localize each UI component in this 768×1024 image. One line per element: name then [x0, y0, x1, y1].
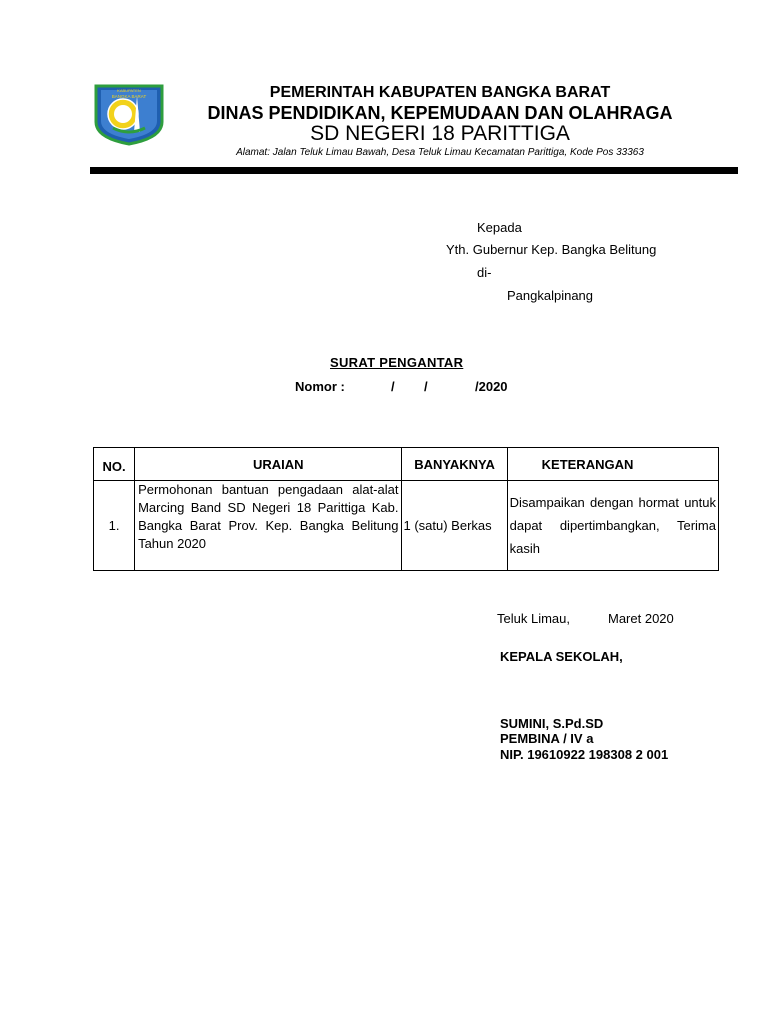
letter-number-slash-1: /	[391, 379, 395, 394]
letter-title: SURAT PENGANTAR	[330, 355, 464, 370]
school-address: Alamat: Jalan Teluk Limau Bawah, Desa Teluk Limau Kecamatan Parittiga, Kode Pos 33363	[236, 147, 644, 158]
row-keterangan: Disampaikan dengan hormat untuk dapat dipertimbangkan, Terima kasih	[507, 481, 718, 571]
recipient-name: Yth. Gubernur Kep. Bangka Belitung	[446, 242, 657, 257]
signatory-rank: PEMBINA / IV a	[500, 731, 594, 746]
regency-logo	[93, 84, 165, 146]
letter-number-slash-2: /	[424, 379, 428, 394]
header-banyaknya: BANYAKNYA	[402, 448, 507, 481]
signature-position: KEPALA SEKOLAH,	[500, 649, 623, 664]
signatory-nip: NIP. 19610922 198308 2 001	[500, 747, 669, 762]
recipient-kepada: Kepada	[477, 220, 522, 235]
header-no: NO.	[94, 448, 135, 481]
recipient-di: di-	[477, 265, 492, 280]
school-name: SD NEGERI 18 PARITTIGA	[310, 122, 570, 145]
header-uraian: URAIAN	[135, 448, 402, 481]
recipient-city: Pangkalpinang	[507, 288, 594, 303]
svg-text:BANGKA BARAT: BANGKA BARAT	[111, 94, 147, 99]
letter-number-year: /2020	[475, 379, 508, 394]
row-uraian: Permohonan bantuan pengadaan alat-alat Marcing Band SD Negeri 18 Parittiga Kab. Bangka Barat Prov. Kep. Bangka Belitung Tahun 2020	[135, 481, 402, 571]
items-table	[93, 447, 719, 571]
signature-place: Teluk Limau,	[497, 611, 570, 626]
table-row	[94, 481, 719, 571]
letterhead-divider	[90, 167, 738, 174]
signature-date: Maret 2020	[608, 611, 674, 626]
government-name: PEMERINTAH KABUPATEN BANGKA BARAT	[269, 84, 611, 101]
header-keterangan: KETERANGAN	[507, 448, 718, 481]
signatory-name: SUMINI, S.Pd.SD	[500, 716, 604, 731]
table-header-row	[94, 448, 719, 481]
letter-number-label: Nomor :	[295, 379, 345, 394]
row-banyaknya: 1 (satu) Berkas	[402, 481, 507, 571]
svg-text:KABUPATEN: KABUPATEN	[117, 88, 141, 93]
row-no: 1.	[94, 481, 135, 571]
department-name: DINAS PENDIDIKAN, KEPEMUDAAN DAN OLAHRAGA	[207, 103, 673, 123]
